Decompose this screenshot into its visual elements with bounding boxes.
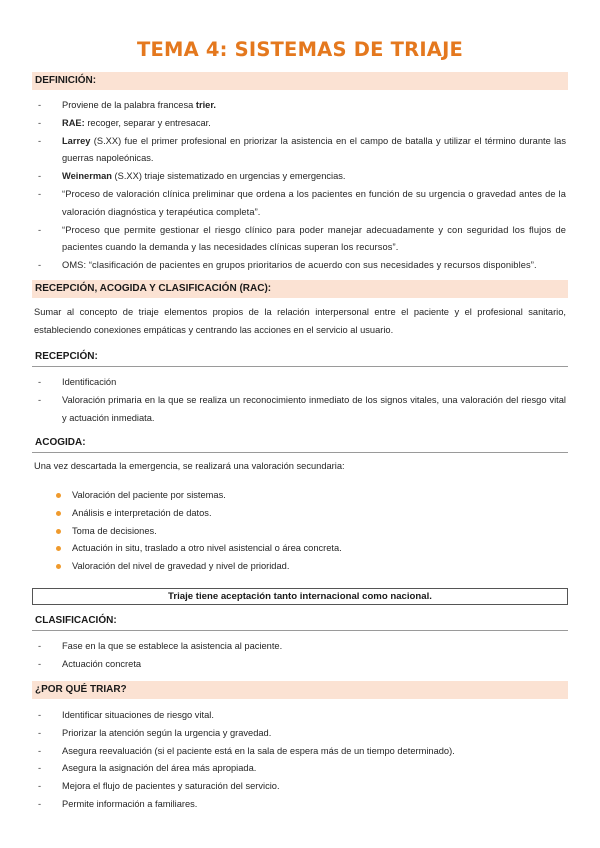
list-item: - Valoración primaria en la que se realiza un reconocimiento inmediato de los signos vitales, una valoración del riesgo vital y actuación inmediata. [38, 392, 566, 428]
list-item: - “Proceso de valoración clínica preliminar que ordena a los pacientes en función de su urgencia o gravedad antes de la valoración diagnóstica y terapéutica completa”. [38, 186, 566, 222]
section-heading-acogida: ACOGIDA: [32, 434, 568, 453]
dash-marker: - [38, 100, 42, 110]
list-item: - Identificación [38, 374, 566, 392]
dash-marker: - [38, 798, 42, 809]
dash-marker: - [38, 171, 42, 182]
list-item: Análisis e interpretación de datos. [38, 505, 566, 523]
section-heading-rac: RECEPCIÓN, ACOGIDA Y CLASIFICACIÓN (RAC): [32, 280, 568, 298]
list-item: - Actuación concreta [38, 656, 566, 674]
list-item: - Asegura reevaluación (si el paciente está en la sala de espera más de un tiempo determinado). [38, 743, 566, 761]
list-item: Valoración del nivel de gravedad y nivel de prioridad. [38, 558, 566, 576]
bullet-icon [56, 493, 61, 498]
bullet-icon [56, 511, 61, 516]
dash-marker: - [38, 710, 42, 720]
dash-marker: - [38, 745, 42, 756]
list-item: - Mejora el flujo de pacientes y saturación del servicio. [38, 778, 566, 796]
list-item: - Permite información a familiares. [38, 796, 566, 814]
list-item: - Weinerman (S.XX) triaje sistematizado en urgencias y emergencias. [38, 168, 566, 186]
list-item: Actuación in situ, traslado a otro nivel asistencial o área concreta. [38, 540, 566, 558]
bullet-icon [56, 546, 61, 551]
list-item: Valoración del paciente por sistemas. [38, 487, 566, 505]
dash-marker: - [38, 658, 42, 669]
porque-list [38, 707, 566, 814]
dash-marker: - [38, 727, 42, 738]
dash-marker: - [38, 641, 42, 651]
recepcion-list [38, 374, 566, 427]
section-heading-definicion: DEFINICIÓN: [32, 72, 568, 90]
list-item: - “Proceso que permite gestionar el riesgo clínico para poder manejar adecuadamente y con seguridad los flujos de pacientes cuando la demanda y las necesidades clínicas superan los recursos”. [38, 222, 566, 258]
dash-marker: - [38, 394, 42, 405]
dash-marker: - [38, 117, 42, 128]
list-item: - Priorizar la atención según la urgencia y gravedad. [38, 725, 566, 743]
list-item: - Proviene de la palabra francesa trier. [38, 97, 566, 115]
dash-marker: - [38, 224, 42, 235]
list-item: - Asegura la asignación del área más apropiada. [38, 760, 566, 778]
clasificacion-list [38, 638, 566, 674]
list-item: - OMS: “clasificación de pacientes en grupos prioritarios de acuerdo con sus necesidades y recursos disponibles”. [38, 257, 566, 275]
boxed-note: Triaje tiene aceptación tanto internacional como nacional. [32, 588, 568, 605]
dash-marker: - [38, 377, 42, 387]
acogida-list [38, 487, 566, 576]
section-heading-clasificacion: CLASIFICACIÓN: [32, 612, 568, 631]
section-heading-recepcion: RECEPCIÓN: [32, 348, 568, 367]
section-heading-porque: ¿POR QUÉ TRIAR? [32, 681, 568, 699]
list-item: - Fase en la que se establece la asistencia al paciente. [38, 638, 566, 656]
dash-marker: - [38, 260, 42, 271]
definicion-list [38, 97, 566, 275]
list-item: - RAE: recoger, separar y entresacar. [38, 115, 566, 133]
rac-paragraph: Sumar al concepto de triaje elementos propios de la relación interpersonal entre el paciente y el profesional sanitario, estableciendo conexiones empáticas y centrando las acciones en el servicio al usuario. [34, 307, 566, 335]
list-item: Toma de decisiones. [38, 523, 566, 541]
bullet-icon [56, 529, 61, 534]
dash-marker: - [38, 763, 42, 774]
dash-marker: - [38, 188, 42, 199]
bullet-icon [56, 564, 61, 569]
acogida-intro: Una vez descartada la emergencia, se realizará una valoración secundaria: [34, 461, 345, 471]
list-item: - Larrey (S.XX) fue el primer profesional en priorizar la asistencia en el campo de batalla y utilizar el término durante las guerras napoleónicas. [38, 133, 566, 169]
page-title: TEMA 4: SISTEMAS DE TRIAJE [136, 38, 464, 61]
dash-marker: - [38, 781, 42, 792]
list-item: - Identificar situaciones de riesgo vital. [38, 707, 566, 725]
dash-marker: - [38, 135, 42, 146]
